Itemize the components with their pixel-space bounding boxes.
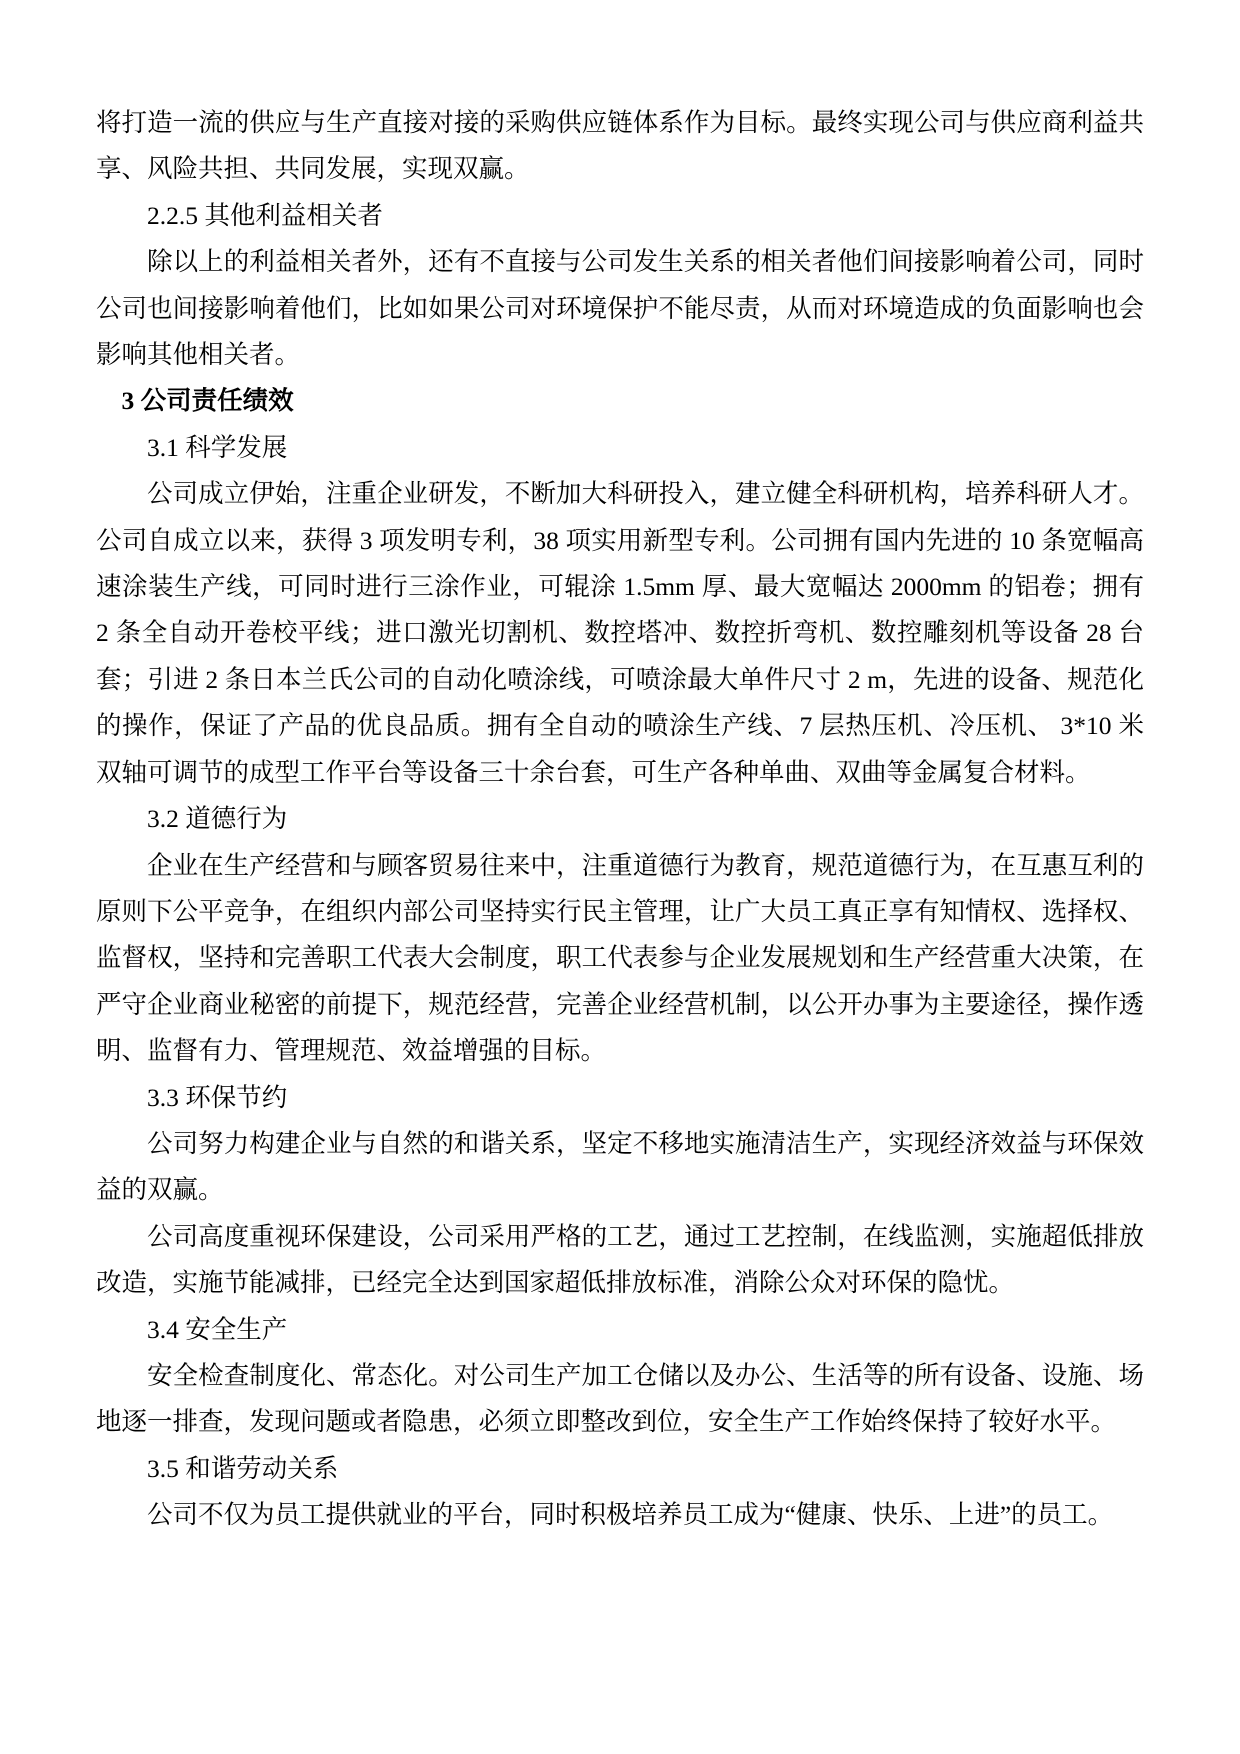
subheading-3-1: 3.1 科学发展 xyxy=(147,432,288,462)
paragraph-2-2-5: 除以上的利益相关者外，还有不直接与公司发生关系的相关者他们间接影响着公司，同时公司也间接影响着他们，比如如果公司对环境保护不能尽责，从而对环境造成的负面影响也会影响其他相关者。 xyxy=(96,247,1144,370)
paragraph-intro-continued: 将打造一流的供应与生产直接对接的采购供应链体系作为目标。最终实现公司与供应商利益共享、风险共担、共同发展，实现双赢。 xyxy=(96,108,1144,184)
heading-3-company-responsibility-performance: 3 公司责任绩效 xyxy=(121,386,294,416)
subheading-2-2-5: 2.2.5 其他利益相关者 xyxy=(147,200,383,230)
paragraph-3-2: 企业在生产经营和与顾客贸易往来中，注重道德行为教育，规范道德行为，在互惠互利的原则下公平竞争，在组织内部公司坚持实行民主管理，让广大员工真正享有知情权、选择权、监督权，坚持和完善职工代表大会制度，职工代表参与企业发展规划和生产经营重大决策，在严守企业商业秘密的前提下，规范经营，完善企业经营机制，以公开办事为主要途径，操作透明、监督有力、管理规范、效益增强的目标。 xyxy=(96,850,1144,1066)
subheading-3-3: 3.3 环保节约 xyxy=(147,1082,288,1112)
paragraph-3-4: 安全检查制度化、常态化。对公司生产加工仓储以及办公、生活等的所有设备、设施、场地逐一排查，发现问题或者隐患，必须立即整改到位，安全生产工作始终保持了较好水平。 xyxy=(96,1360,1144,1437)
paragraph-3-1: 公司成立伊始，注重企业研发，不断加大科研投入，建立健全科研机构，培养科研人才。公司自成立以来，获得 3 项发明专利，38 项实用新型专利。公司拥有国内先进的 10 条宽幅高速涂装生产线，可同时进行三涂作业，可辊涂 1.5mm 厚、最大宽幅达 2000mm 的铝卷；拥有 2 条全自动开卷校平线；进口激光切割机、数控塔冲、数控折弯机、数控雕刻机等设备 28 台套；引进 2 条日本兰氏公司的自动化喷涂线，可喷涂最大单件尺寸 2 m，先进的设备、规范化的操作，保证了产品的优良品质。拥有全自动的喷涂生产线、7 层热压机、冷压机、 3*10 米双轴可调节的成型工作平台等设备三十余台套，可生产各种单曲、双曲等金属复合材料。 xyxy=(96,479,1144,787)
subheading-3-5: 3.5 和谐劳动关系 xyxy=(147,1453,339,1483)
document-body xyxy=(96,100,1144,1539)
paragraph-3-5: 公司不仅为员工提供就业的平台，同时积极培养员工成为“健康、快乐、上进”的员工。 xyxy=(147,1500,1114,1530)
subheading-3-4: 3.4 安全生产 xyxy=(147,1314,288,1344)
paragraph-3-3-a: 公司努力构建企业与自然的和谐关系，坚定不移地实施清洁生产，实现经济效益与环保效益的双赢。 xyxy=(96,1128,1144,1205)
subheading-3-2: 3.2 道德行为 xyxy=(147,804,288,834)
paragraph-3-3-b: 公司高度重视环保建设，公司采用严格的工艺，通过工艺控制，在线监测，实施超低排放改造，实施节能减排，已经完全达到国家超低排放标准，消除公众对环保的隐忧。 xyxy=(96,1221,1144,1298)
